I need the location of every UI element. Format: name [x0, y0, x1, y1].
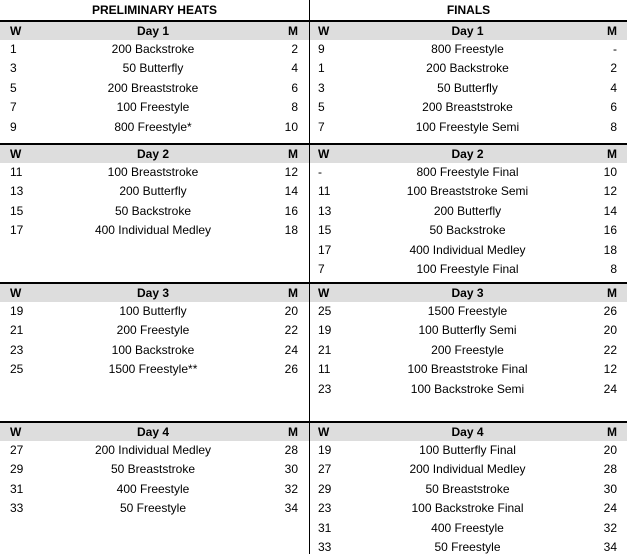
men-event-number: 4 — [610, 80, 617, 95]
men-event-number: 10 — [603, 165, 617, 179]
men-event-number: 12 — [603, 184, 617, 199]
women-event-number: 19 — [318, 443, 332, 457]
event-row — [310, 380, 627, 399]
men-event-number: 16 — [603, 223, 617, 238]
day-header — [310, 20, 627, 40]
men-event-number: 8 — [291, 100, 298, 115]
event-row — [310, 538, 627, 557]
day-header — [310, 143, 627, 163]
women-event-number: 3 — [10, 61, 17, 76]
event-row — [0, 499, 309, 518]
men-column-header: M — [288, 425, 298, 439]
event-row — [310, 118, 627, 137]
event-name: 200 Butterfly — [433, 203, 502, 218]
women-column-header: W — [318, 286, 330, 300]
event-row — [0, 341, 309, 360]
women-event-number: 29 — [318, 481, 332, 496]
event-name: 50 Freestyle — [434, 540, 501, 554]
women-column-header: W — [318, 24, 330, 38]
women-column-header: W — [10, 286, 22, 300]
women-event-number: 27 — [10, 443, 24, 457]
event-row — [310, 40, 627, 59]
event-name: 100 Butterfly — [119, 304, 187, 318]
men-event-number: 24 — [603, 501, 617, 516]
men-event-number: 24 — [603, 381, 617, 396]
event-name: 200 Breaststroke — [422, 100, 513, 115]
women-event-number: 31 — [10, 481, 24, 496]
day-header — [0, 421, 309, 441]
women-event-number: 7 — [318, 119, 325, 134]
event-name: 50 Backstroke — [429, 223, 506, 238]
event-row — [310, 260, 627, 279]
event-name: 200 Freestyle — [431, 342, 504, 357]
event-row — [0, 460, 309, 479]
men-event-number: - — [613, 42, 617, 56]
event-row — [310, 321, 627, 340]
event-row — [310, 341, 627, 360]
event-name: 200 Breaststroke — [107, 80, 199, 95]
men-column-header: M — [288, 286, 298, 300]
event-row — [310, 182, 627, 201]
men-event-number: 14 — [603, 203, 617, 218]
women-event-number: 7 — [318, 262, 325, 276]
event-name: 1500 Freestyle — [427, 304, 508, 318]
women-event-number: 17 — [318, 242, 332, 257]
women-event-number: 15 — [318, 223, 332, 238]
event-name: 100 Freestyle Semi — [415, 119, 520, 134]
men-event-number: 10 — [284, 119, 298, 134]
event-name: 50 Freestyle — [119, 501, 187, 516]
men-column-header: M — [607, 147, 617, 161]
event-name: 800 Freestyle — [431, 42, 504, 56]
women-event-number: 21 — [10, 323, 24, 338]
men-event-number: 28 — [603, 462, 617, 477]
event-row — [310, 360, 627, 379]
event-row — [0, 79, 309, 98]
day-label: Day 2 — [451, 147, 484, 161]
event-name: 400 Individual Medley — [409, 242, 526, 257]
day-header — [0, 143, 309, 163]
women-event-number: 19 — [10, 304, 24, 318]
men-event-number: 34 — [603, 540, 617, 554]
event-name: 800 Freestyle Final — [416, 165, 519, 179]
men-event-number: 12 — [603, 362, 617, 377]
women-event-number: 27 — [318, 462, 332, 477]
men-event-number: 12 — [284, 165, 298, 179]
women-column-header: W — [10, 24, 22, 38]
event-row — [310, 241, 627, 260]
women-event-number: 3 — [318, 80, 325, 95]
men-event-number: 26 — [284, 362, 298, 377]
women-event-number: 9 — [10, 119, 17, 134]
women-event-number: 31 — [318, 520, 332, 535]
men-column-header: M — [607, 24, 617, 38]
men-column-header: M — [607, 286, 617, 300]
event-row — [0, 221, 309, 240]
women-event-number: 7 — [10, 100, 17, 115]
women-event-number: 23 — [318, 501, 332, 516]
men-event-number: 30 — [603, 481, 617, 496]
women-event-number: 33 — [318, 540, 332, 554]
day-label: Day 1 — [136, 24, 170, 38]
event-row — [310, 519, 627, 538]
men-event-number: 2 — [291, 42, 298, 56]
men-event-number: 4 — [291, 61, 298, 76]
event-name: 200 Backstroke — [426, 61, 509, 76]
men-event-number: 14 — [284, 184, 298, 199]
women-event-number: 5 — [318, 100, 325, 115]
women-event-number: 5 — [10, 80, 17, 95]
event-name: 100 Freestyle Final — [416, 262, 519, 276]
event-name: 1500 Freestyle** — [108, 362, 198, 377]
event-row — [0, 98, 309, 117]
men-event-number: 26 — [603, 304, 617, 318]
day-header — [310, 282, 627, 302]
women-event-number: 19 — [318, 323, 332, 338]
women-event-number: 9 — [318, 42, 325, 56]
day-header — [0, 282, 309, 302]
event-row — [310, 480, 627, 499]
men-event-number: 20 — [603, 443, 617, 457]
event-name: 200 Individual Medley — [409, 462, 526, 477]
women-event-number: 15 — [10, 203, 24, 218]
day-label: Day 1 — [451, 24, 484, 38]
event-row — [310, 202, 627, 221]
women-event-number: 13 — [10, 184, 24, 199]
preliminary-heats-title: PRELIMINARY HEATS — [91, 3, 218, 17]
event-name: 100 Breaststroke Final — [407, 362, 528, 377]
event-name: 200 Individual Medley — [94, 443, 212, 457]
event-name: 100 Backstroke Final — [411, 501, 524, 516]
women-event-number: 23 — [10, 342, 24, 357]
men-event-number: 20 — [603, 323, 617, 338]
event-row — [310, 59, 627, 78]
men-event-number: 22 — [284, 323, 298, 338]
men-event-number: 32 — [284, 481, 298, 496]
women-column-header: W — [10, 147, 22, 161]
event-name: 800 Freestyle* — [114, 119, 192, 134]
event-name: 100 Breaststroke — [107, 165, 199, 179]
event-row — [310, 163, 627, 182]
men-event-number: 24 — [284, 342, 298, 357]
event-name: 400 Freestyle — [116, 481, 190, 496]
event-row — [310, 460, 627, 479]
women-event-number: 1 — [10, 42, 17, 56]
event-row — [0, 360, 309, 379]
men-event-number: 2 — [610, 61, 617, 76]
men-column-header: M — [288, 147, 298, 161]
event-name: 200 Butterfly — [119, 184, 187, 199]
day-label: Day 2 — [136, 147, 170, 161]
event-name: 100 Butterfly Semi — [418, 323, 517, 338]
day-header — [0, 20, 309, 40]
women-event-number: 11 — [318, 362, 331, 377]
event-row — [0, 321, 309, 340]
men-event-number: 32 — [603, 520, 617, 535]
event-name: 200 Backstroke — [111, 42, 195, 56]
women-event-number: 11 — [10, 165, 23, 179]
event-row — [310, 302, 627, 321]
women-column-header: W — [318, 147, 330, 161]
event-row — [0, 40, 309, 59]
event-row — [0, 182, 309, 201]
men-event-number: 16 — [284, 203, 298, 218]
event-name: 100 Freestyle — [116, 100, 190, 115]
women-event-number: 33 — [10, 501, 24, 516]
women-event-number: 21 — [318, 342, 332, 357]
event-name: 100 Backstroke — [111, 342, 195, 357]
men-column-header: M — [607, 425, 617, 439]
women-event-number: 1 — [318, 61, 325, 76]
event-name: 50 Breaststroke — [425, 481, 510, 496]
event-name: 100 Breaststroke Semi — [406, 184, 529, 199]
women-event-number: 25 — [10, 362, 24, 377]
event-row — [0, 302, 309, 321]
event-name: 400 Freestyle — [431, 520, 504, 535]
event-row — [310, 441, 627, 460]
event-name: 100 Butterfly Final — [419, 443, 516, 457]
event-row — [0, 441, 309, 460]
men-event-number: 18 — [603, 242, 617, 257]
women-event-number: 29 — [10, 462, 24, 477]
day-header — [310, 421, 627, 441]
men-event-number: 6 — [610, 100, 617, 115]
women-column-header: W — [10, 425, 22, 439]
day-label: Day 4 — [136, 425, 170, 439]
women-event-number: 13 — [318, 203, 332, 218]
men-event-number: 28 — [284, 443, 298, 457]
men-event-number: 22 — [603, 342, 617, 357]
women-column-header: W — [318, 425, 330, 439]
event-row — [310, 79, 627, 98]
event-row — [0, 202, 309, 221]
women-event-number: 17 — [10, 223, 24, 238]
men-event-number: 18 — [284, 223, 298, 238]
event-row — [0, 59, 309, 78]
event-row — [310, 98, 627, 117]
women-event-number: - — [318, 165, 322, 179]
men-column-header: M — [288, 24, 298, 38]
women-event-number: 11 — [318, 184, 331, 199]
event-row — [0, 163, 309, 182]
event-name: 50 Butterfly — [437, 80, 498, 95]
men-event-number: 20 — [284, 304, 298, 318]
men-event-number: 8 — [610, 119, 617, 134]
event-row — [0, 480, 309, 499]
men-event-number: 34 — [284, 501, 298, 516]
day-label: Day 3 — [451, 286, 484, 300]
event-name: 50 Backstroke — [114, 203, 192, 218]
men-event-number: 8 — [610, 262, 617, 276]
women-event-number: 25 — [318, 304, 332, 318]
event-name: 50 Butterfly — [122, 61, 184, 76]
day-label: Day 3 — [136, 286, 170, 300]
event-name: 100 Backstroke Semi — [410, 381, 525, 396]
event-name: 400 Individual Medley — [94, 223, 212, 238]
men-event-number: 30 — [284, 462, 298, 477]
women-event-number: 23 — [318, 381, 332, 396]
event-row — [310, 221, 627, 240]
event-row — [0, 118, 309, 137]
men-event-number: 6 — [291, 80, 298, 95]
finals-title: FINALS — [446, 3, 491, 17]
event-row — [310, 499, 627, 518]
event-name: 50 Breaststroke — [110, 462, 196, 477]
event-name: 200 Freestyle — [116, 323, 190, 338]
day-label: Day 4 — [451, 425, 484, 439]
